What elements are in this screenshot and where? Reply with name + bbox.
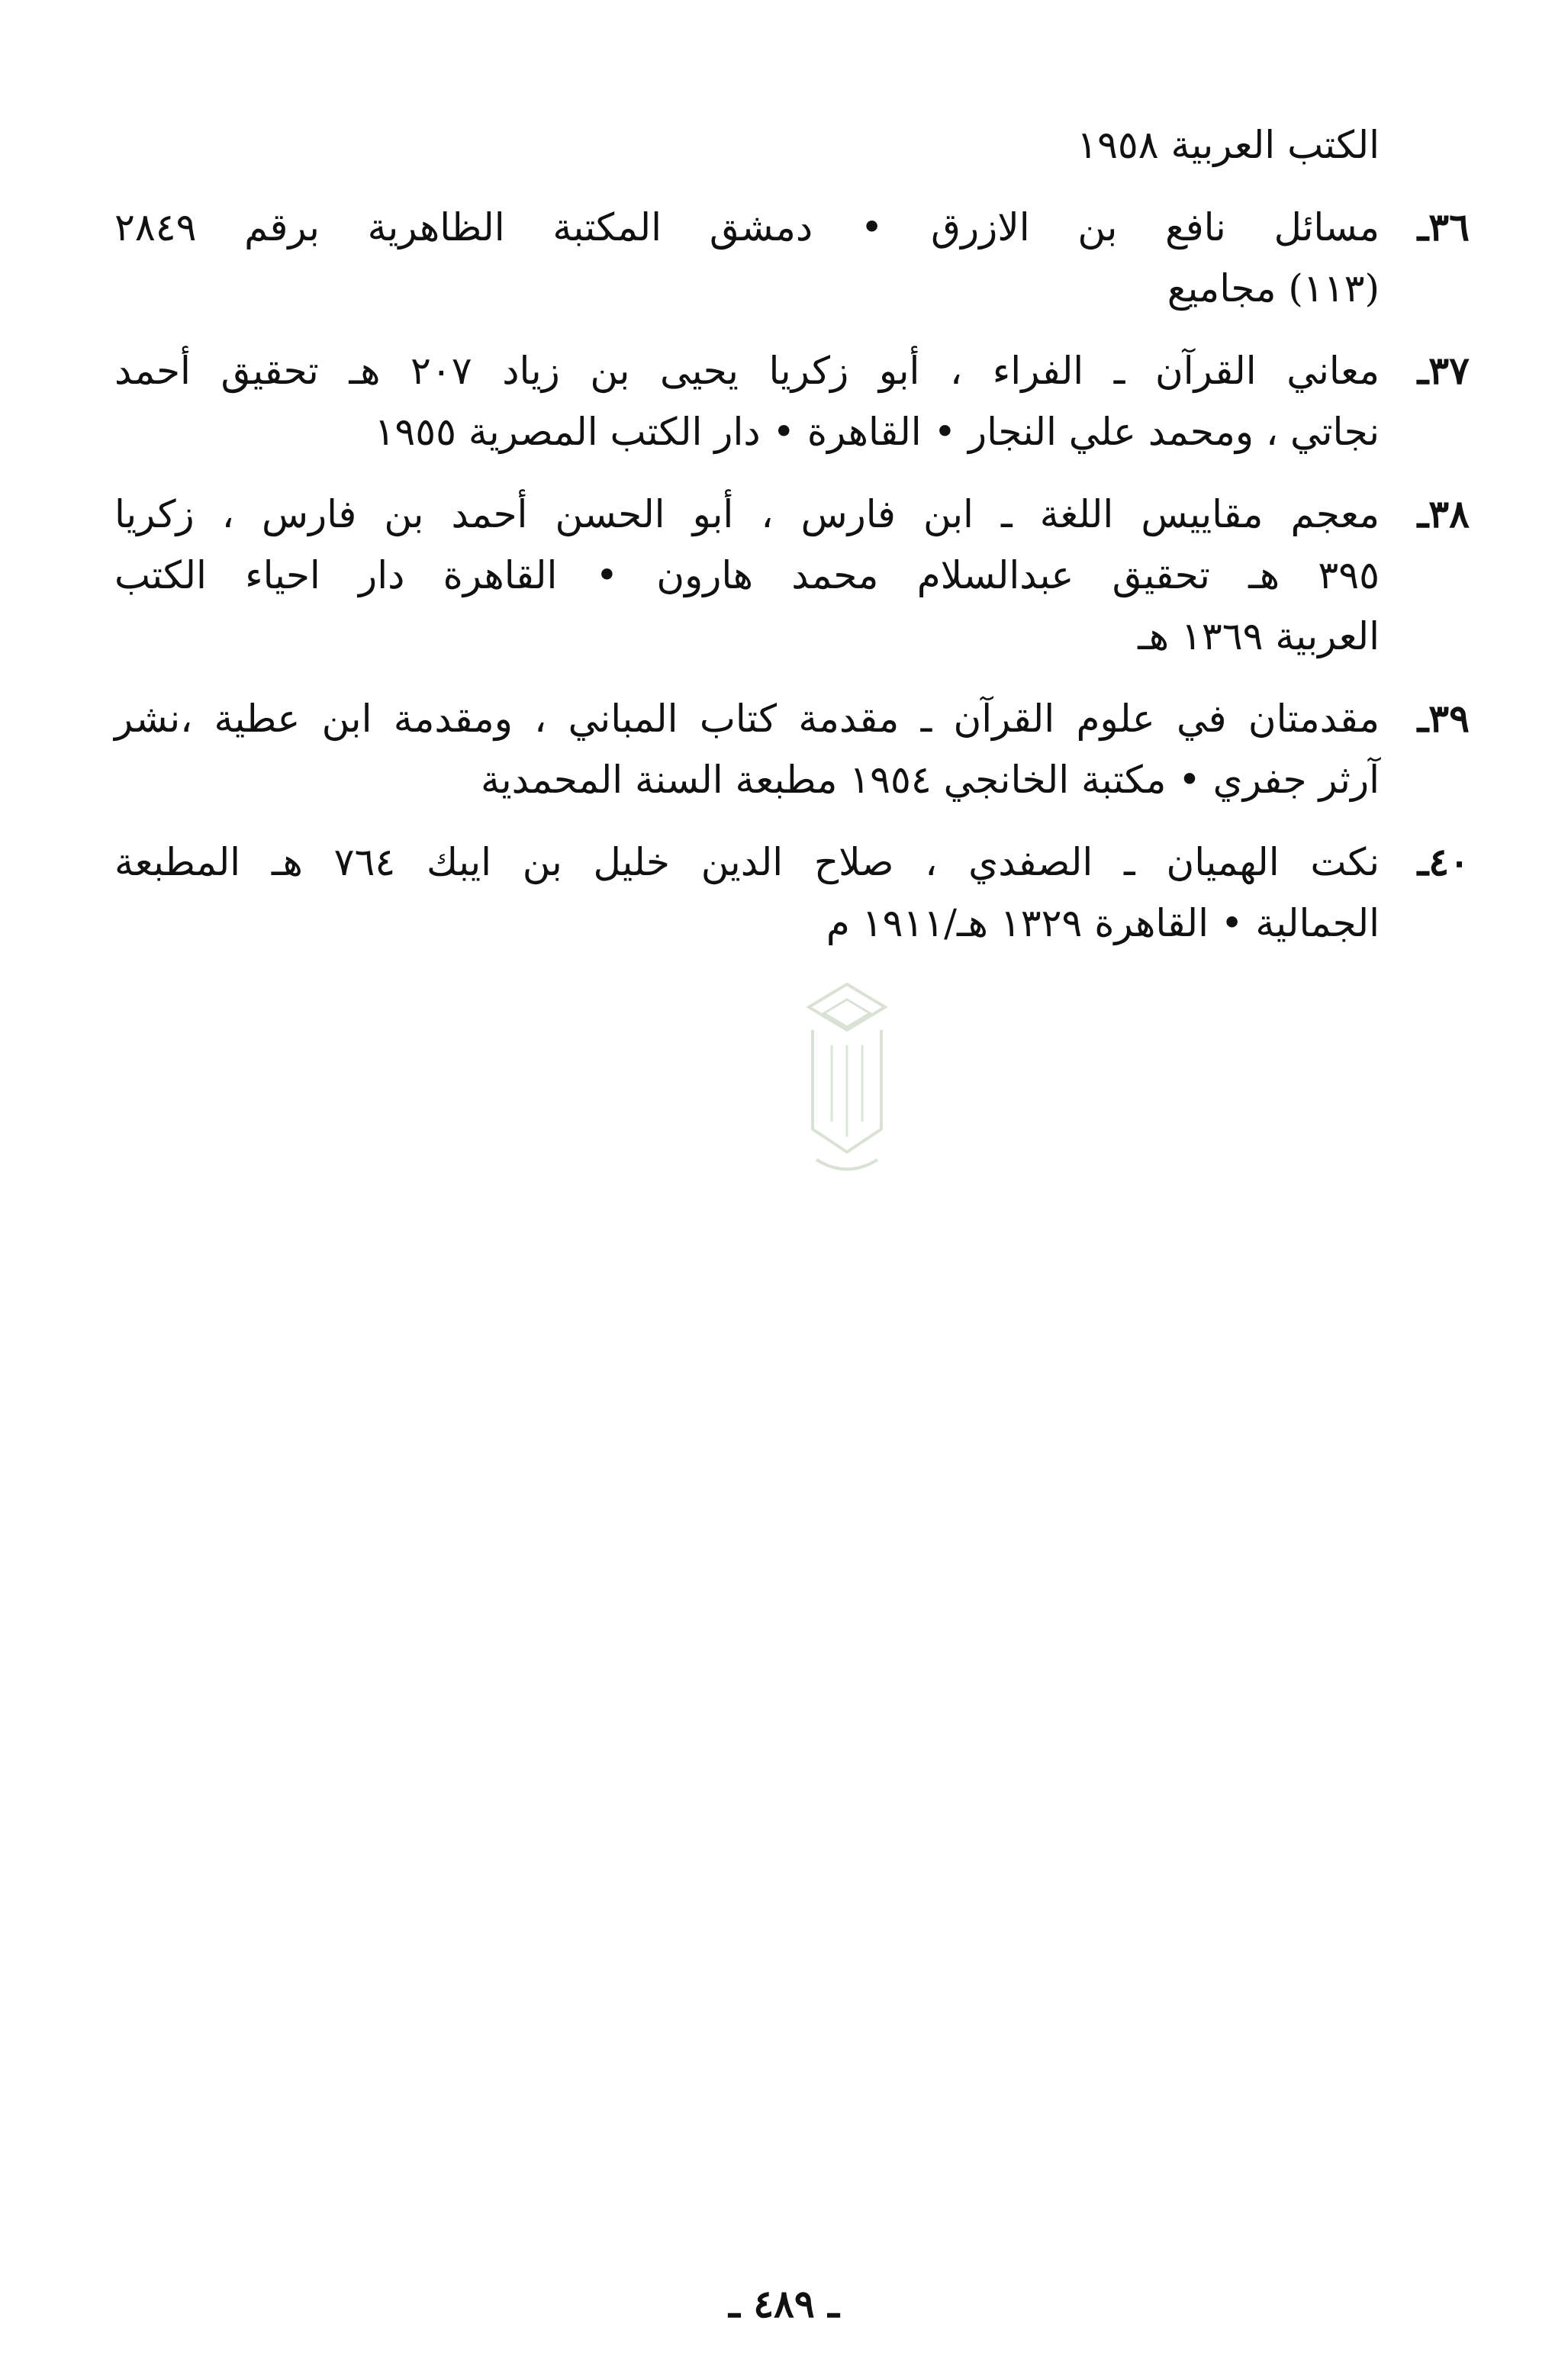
entry-line: آرثر جفري • مكتبة الخانجي ١٩٥٤ مطبعة السنة المحمدية: [480, 758, 1380, 802]
entry-text: [114, 688, 1380, 810]
bibliography-entry-37: [114, 340, 1470, 462]
entry-line: الجمالية • القاهرة ١٣٢٩ هـ/١٩١١ م: [826, 901, 1380, 945]
bibliography-entry-40: [114, 832, 1470, 954]
bibliography-list: [114, 114, 1470, 954]
entry-line: معجم مقاييس اللغة ـ ابن فارس ، أبو الحسن أحمد بن فارس ، زكريا: [114, 492, 1380, 536]
library-watermark-icon: [771, 977, 923, 1183]
bibliography-entry-39: [114, 688, 1470, 810]
entry-line: (١١٣) مجاميع: [1167, 266, 1380, 311]
entry-line: نكت الهميان ـ الصفدي ، صلاح الدين خليل بن ايبك ٧٦٤ هـ المطبعة: [114, 840, 1380, 884]
entry-line: ٣٩٥ هـ تحقيق عبدالسلام محمد هارون • القاهرة دار احياء الكتب: [114, 553, 1380, 597]
entry-line: نجاتي ، ومحمد علي النجار • القاهرة • دار الكتب المصرية ١٩٥٥: [374, 410, 1380, 454]
entry-text: [114, 484, 1380, 667]
entry-number: ٤٠ـ: [1417, 839, 1470, 884]
entry-text: [114, 197, 1380, 319]
entry-number: ٣٧ـ: [1417, 348, 1470, 393]
header-line: الكتب العربية ١٩٥٨: [1077, 123, 1380, 167]
entry-number: ٣٨ـ: [1417, 491, 1470, 536]
entry-line: العربية ١٣٦٩ هـ: [1138, 614, 1380, 658]
entry-line: مقدمتان في علوم القرآن ـ مقدمة كتاب المباني ، ومقدمة ابن عطية ،نشر: [114, 697, 1380, 741]
entry-number: ٣٦ـ: [1417, 204, 1470, 249]
bibliography-entry-38: [114, 484, 1470, 667]
page-number: ـ ٤٨٩ ـ: [729, 2281, 839, 2326]
bibliography-entry-36: [114, 197, 1470, 319]
entry-line: مسائل نافع بن الازرق • دمشق المكتبة الظاهرية برقم ٢٨٤٩: [114, 205, 1380, 249]
entry-number: ٣٩ـ: [1417, 696, 1470, 741]
entry-text: [114, 340, 1380, 462]
entry-text: [114, 832, 1380, 954]
entry-line: معاني القرآن ـ الفراء ، أبو زكريا يحيى بن زياد ٢٠٧ هـ تحقيق أحمد: [114, 349, 1380, 393]
